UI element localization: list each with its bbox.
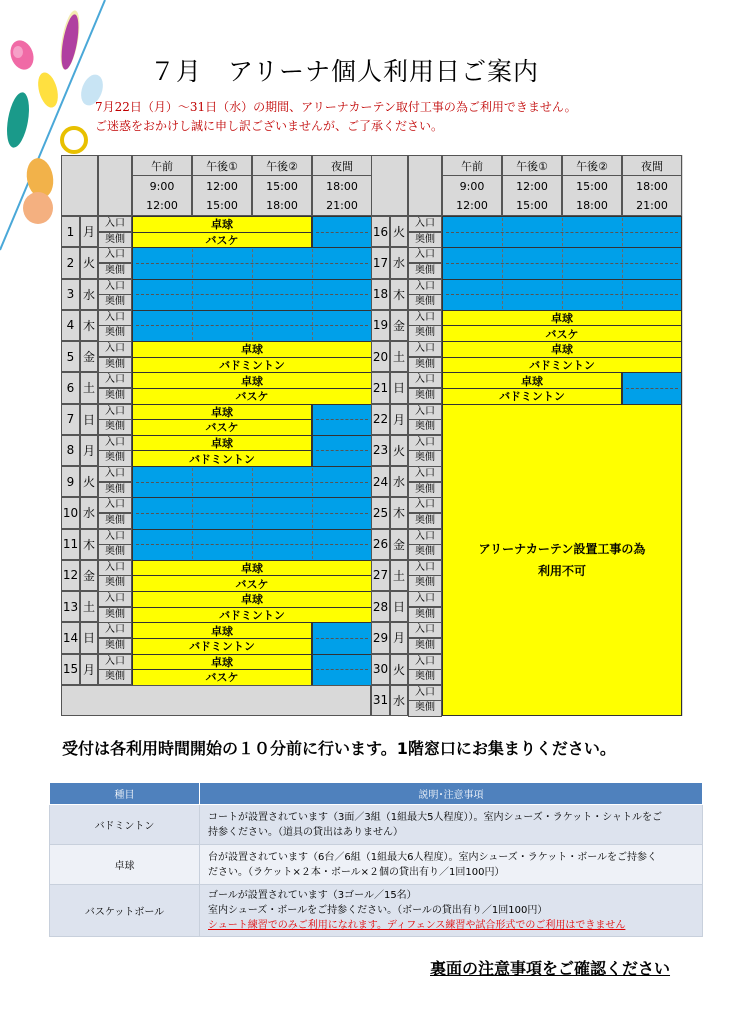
- side-entrance: 入口: [408, 466, 442, 482]
- sport-entrance: 卓球: [132, 372, 372, 389]
- side-back: 奥側: [98, 357, 132, 373]
- slot-divider: [252, 281, 253, 309]
- side-entrance: 入口: [98, 560, 132, 576]
- info-table-header: [50, 783, 703, 805]
- day-number: 6: [61, 372, 80, 403]
- sport-entrance: 卓球: [132, 216, 312, 233]
- side-entrance: 入口: [98, 529, 132, 545]
- slot-divider: [312, 468, 313, 496]
- day-of-week: 火: [80, 466, 98, 497]
- side-entrance: 入口: [408, 560, 442, 576]
- side-back: 奥側: [408, 638, 442, 654]
- side-entrance: 入口: [98, 216, 132, 232]
- info-row-basketball: [50, 885, 703, 937]
- sport-back: バスケ: [132, 232, 312, 249]
- day-of-week: 水: [80, 279, 98, 310]
- slot-divider: [252, 531, 253, 559]
- side-back: 奥側: [408, 388, 442, 404]
- period-name: 午前: [132, 155, 192, 176]
- construction-notice-line-2: ご迷惑をおかけし誠に申し訳ございませんが、ご了承ください。: [95, 119, 444, 133]
- slot-divider: [622, 249, 623, 277]
- day-number: 1: [61, 216, 80, 247]
- slot-divider: [502, 218, 503, 246]
- side-back: 奥側: [98, 450, 132, 466]
- side-back: 奥側: [98, 263, 132, 279]
- day-number: 15: [61, 654, 80, 685]
- construction-text-line-1: アリーナカーテン設置工事の為: [478, 541, 646, 556]
- sport-description: [200, 885, 703, 937]
- sport-entrance: 卓球: [442, 372, 622, 389]
- period-start: 15:00: [252, 175, 312, 196]
- slot-divider: [312, 531, 313, 559]
- period-end: 21:00: [312, 195, 372, 216]
- sport-name: 卓球: [50, 845, 200, 885]
- sport-back: バドミントン: [132, 638, 312, 655]
- schedule-grid: [61, 155, 683, 716]
- construction-text-line-2: 利用不可: [537, 563, 586, 578]
- day-of-week: 日: [80, 404, 98, 435]
- side-entrance: 入口: [98, 341, 132, 357]
- period-name: 夜間: [312, 155, 372, 176]
- slot-divider: [192, 312, 193, 340]
- side-back: 奥側: [408, 482, 442, 498]
- day-number: 10: [61, 497, 80, 528]
- sport-entrance: 卓球: [132, 622, 312, 639]
- side-entrance: 入口: [98, 247, 132, 263]
- slot-divider: [252, 312, 253, 340]
- day-of-week: 金: [390, 310, 408, 341]
- description-line: 室内シューズ・ボールをご持参ください。（ボールの貸出有り／1回100円）: [208, 905, 548, 916]
- day-number: 25: [371, 497, 390, 528]
- day-number: 23: [371, 435, 390, 466]
- header-sport: 種目: [50, 783, 200, 805]
- slot-divider: [252, 249, 253, 277]
- day-number: 21: [371, 372, 390, 403]
- sport-entrance: 卓球: [132, 435, 312, 452]
- period-end: 15:00: [502, 195, 562, 216]
- side-entrance: 入口: [98, 279, 132, 295]
- sport-name: バスケットボール: [50, 885, 200, 937]
- slot-divider: [502, 281, 503, 309]
- day-of-week: 土: [390, 560, 408, 591]
- period-name: 午後①: [502, 155, 562, 176]
- day-of-week: 水: [390, 247, 408, 278]
- sport-entrance: 卓球: [132, 654, 312, 671]
- day-number: 31: [371, 685, 390, 716]
- side-entrance: 入口: [98, 435, 132, 451]
- slot-divider: [192, 249, 193, 277]
- day-of-week: 土: [80, 591, 98, 622]
- slot-divider: [622, 281, 623, 309]
- description-line: ゴールが設置されています（3ゴール／15名）: [208, 890, 417, 901]
- sport-back: バドミントン: [132, 607, 372, 624]
- side-back: 奥側: [408, 575, 442, 591]
- slot-divider: [622, 218, 623, 246]
- sport-description: [200, 845, 703, 885]
- side-entrance: 入口: [408, 279, 442, 295]
- side-back: 奥側: [408, 607, 442, 623]
- side-back: 奥側: [98, 513, 132, 529]
- header-blank: [98, 155, 132, 216]
- day-of-week: 日: [80, 622, 98, 653]
- day-number: 27: [371, 560, 390, 591]
- side-back: 奥側: [408, 450, 442, 466]
- side-entrance: 入口: [98, 310, 132, 326]
- header-blank: [61, 155, 98, 216]
- period-name: 午後②: [562, 155, 622, 176]
- day-of-week: 水: [390, 685, 408, 716]
- header-blank: [371, 155, 408, 216]
- day-of-week: 金: [390, 529, 408, 560]
- day-number: 11: [61, 529, 80, 560]
- slot-divider: [502, 249, 503, 277]
- side-back: 奥側: [408, 325, 442, 341]
- slot-divider: [192, 499, 193, 527]
- day-number: 30: [371, 654, 390, 685]
- day-number: 2: [61, 247, 80, 278]
- period-start: 18:00: [622, 175, 682, 196]
- day-of-week: 火: [390, 216, 408, 247]
- half-divider: [316, 232, 368, 233]
- day-of-week: 日: [390, 591, 408, 622]
- day-of-week: 木: [80, 529, 98, 560]
- day-number: 14: [61, 622, 80, 653]
- day-of-week: 火: [80, 247, 98, 278]
- side-back: 奥側: [98, 638, 132, 654]
- day-of-week: 火: [390, 435, 408, 466]
- side-entrance: 入口: [408, 310, 442, 326]
- sport-entrance: 卓球: [442, 341, 682, 358]
- day-number: 4: [61, 310, 80, 341]
- period-start: 9:00: [132, 175, 192, 196]
- side-entrance: 入口: [408, 654, 442, 670]
- side-entrance: 入口: [98, 591, 132, 607]
- period-start: 18:00: [312, 175, 372, 196]
- period-name: 午前: [442, 155, 502, 176]
- empty-cell: [61, 685, 371, 716]
- period-name: 午後②: [252, 155, 312, 176]
- day-number: 20: [371, 341, 390, 372]
- day-number: 22: [371, 404, 390, 435]
- period-end: 12:00: [442, 195, 502, 216]
- day-number: 18: [371, 279, 390, 310]
- side-back: 奥側: [98, 607, 132, 623]
- day-of-week: 月: [80, 435, 98, 466]
- side-back: 奥側: [98, 232, 132, 248]
- sport-description: [200, 805, 703, 845]
- day-of-week: 水: [80, 497, 98, 528]
- side-back: 奥側: [408, 700, 442, 716]
- day-number: 19: [371, 310, 390, 341]
- day-number: 13: [61, 591, 80, 622]
- side-entrance: 入口: [98, 622, 132, 638]
- back-side-note: 裏面の注意事項をご確認ください: [430, 959, 671, 978]
- description-line: 台が設置されています（6台／6組（1組最大6人程度）。室内シューズ・ラケット・ボールをご持参く: [208, 851, 658, 863]
- side-back: 奥側: [408, 294, 442, 310]
- side-entrance: 入口: [408, 435, 442, 451]
- description-line: 持参ください。（道具の貸出はありません）: [208, 826, 403, 838]
- info-row-pingpong: [50, 845, 703, 885]
- sport-back: バスケ: [442, 325, 682, 342]
- period-end: 18:00: [252, 195, 312, 216]
- side-back: 奥側: [98, 388, 132, 404]
- slot-divider: [312, 249, 313, 277]
- day-of-week: 金: [80, 560, 98, 591]
- sport-back: バスケ: [132, 669, 312, 686]
- slot-divider: [192, 468, 193, 496]
- construction-block: [442, 404, 682, 717]
- side-back: 奥側: [98, 544, 132, 560]
- day-number: 26: [371, 529, 390, 560]
- period-start: 12:00: [502, 175, 562, 196]
- day-of-week: 木: [390, 279, 408, 310]
- half-divider: [316, 450, 368, 451]
- day-number: 16: [371, 216, 390, 247]
- side-entrance: 入口: [408, 529, 442, 545]
- day-of-week: 月: [80, 216, 98, 247]
- half-divider: [316, 638, 368, 639]
- day-of-week: 月: [390, 404, 408, 435]
- side-entrance: 入口: [98, 404, 132, 420]
- page-title: ７月 アリーナ個人利用日ご案内: [150, 57, 540, 86]
- sport-entrance: 卓球: [132, 591, 372, 608]
- side-back: 奥側: [408, 263, 442, 279]
- period-start: 12:00: [192, 175, 252, 196]
- sport-back: バスケ: [132, 575, 372, 592]
- day-number: 12: [61, 560, 80, 591]
- slot-divider: [312, 312, 313, 340]
- side-back: 奥側: [98, 419, 132, 435]
- side-back: 奥側: [408, 232, 442, 248]
- sport-back: バドミントン: [132, 450, 312, 467]
- day-of-week: 木: [80, 310, 98, 341]
- period-end: 18:00: [562, 195, 622, 216]
- side-entrance: 入口: [408, 216, 442, 232]
- slot-divider: [562, 249, 563, 277]
- slot-divider: [192, 281, 193, 309]
- day-number: 9: [61, 466, 80, 497]
- side-back: 奥側: [98, 325, 132, 341]
- day-number: 5: [61, 341, 80, 372]
- side-entrance: 入口: [408, 591, 442, 607]
- side-entrance: 入口: [408, 372, 442, 388]
- slot-divider: [192, 531, 193, 559]
- description-line: コートが設置されています（3面／3組（1組最大5人程度））。室内シューズ・ラケット・シャトルをご: [208, 811, 663, 823]
- period-name: 午後①: [192, 155, 252, 176]
- side-back: 奥側: [98, 294, 132, 310]
- sports-info-table: [49, 782, 703, 937]
- day-of-week: 日: [390, 372, 408, 403]
- side-entrance: 入口: [408, 497, 442, 513]
- day-of-week: 土: [390, 341, 408, 372]
- half-divider: [626, 388, 678, 389]
- slot-divider: [252, 468, 253, 496]
- day-number: 28: [371, 591, 390, 622]
- side-entrance: 入口: [408, 685, 442, 701]
- sport-entrance: 卓球: [132, 404, 312, 421]
- slot-divider: [562, 281, 563, 309]
- sport-back: バスケ: [132, 388, 372, 405]
- half-divider: [316, 419, 368, 420]
- usage-warning: シュート練習でのみご利用になれます。ディフェンス練習や試合形式でのご利用はできません: [208, 920, 626, 931]
- side-entrance: 入口: [98, 372, 132, 388]
- sport-back: バドミントン: [442, 388, 622, 405]
- reception-note: 受付は各利用時間開始の１０分前に行います。1階窓口にお集まりください。: [62, 739, 616, 758]
- sport-entrance: 卓球: [132, 341, 372, 358]
- day-of-week: 木: [390, 497, 408, 528]
- day-number: 3: [61, 279, 80, 310]
- day-number: 24: [371, 466, 390, 497]
- day-of-week: 水: [390, 466, 408, 497]
- slot-divider: [562, 218, 563, 246]
- period-end: 21:00: [622, 195, 682, 216]
- period-start: 9:00: [442, 175, 502, 196]
- day-number: 29: [371, 622, 390, 653]
- sport-back: バドミントン: [132, 357, 372, 374]
- day-number: 7: [61, 404, 80, 435]
- period-end: 15:00: [192, 195, 252, 216]
- period-end: 12:00: [132, 195, 192, 216]
- slot-divider: [312, 499, 313, 527]
- half-divider: [316, 669, 368, 670]
- day-of-week: 土: [80, 372, 98, 403]
- side-back: 奥側: [98, 669, 132, 685]
- side-entrance: 入口: [98, 497, 132, 513]
- header-description: 説明･注意事項: [200, 783, 703, 805]
- side-back: 奥側: [98, 482, 132, 498]
- side-entrance: 入口: [98, 466, 132, 482]
- side-entrance: 入口: [408, 622, 442, 638]
- sport-back: バドミントン: [442, 357, 682, 374]
- day-number: 8: [61, 435, 80, 466]
- construction-notice-line-1: 7月22日（月）～31日（水）の期間、アリーナカーテン取付工事の為ご利用できません。: [95, 100, 577, 114]
- slot-divider: [252, 499, 253, 527]
- side-back: 奥側: [408, 419, 442, 435]
- side-back: 奥側: [98, 575, 132, 591]
- day-of-week: 火: [390, 654, 408, 685]
- side-entrance: 入口: [98, 654, 132, 670]
- day-of-week: 月: [80, 654, 98, 685]
- side-entrance: 入口: [408, 341, 442, 357]
- sport-back: バスケ: [132, 419, 312, 436]
- side-back: 奥側: [408, 357, 442, 373]
- day-of-week: 金: [80, 341, 98, 372]
- side-entrance: 入口: [408, 247, 442, 263]
- side-back: 奥側: [408, 544, 442, 560]
- header-blank: [408, 155, 442, 216]
- sport-entrance: 卓球: [442, 310, 682, 327]
- day-of-week: 月: [390, 622, 408, 653]
- description-line: ださい。（ラケット×２本・ボール×２個の貸出有り／1回100円）: [208, 866, 505, 878]
- side-back: 奥側: [408, 669, 442, 685]
- day-number: 17: [371, 247, 390, 278]
- side-entrance: 入口: [408, 404, 442, 420]
- period-start: 15:00: [562, 175, 622, 196]
- info-row-badminton: [50, 805, 703, 845]
- side-back: 奥側: [408, 513, 442, 529]
- sport-name: バドミントン: [50, 805, 200, 845]
- sport-entrance: 卓球: [132, 560, 372, 577]
- slot-divider: [312, 281, 313, 309]
- period-name: 夜間: [622, 155, 682, 176]
